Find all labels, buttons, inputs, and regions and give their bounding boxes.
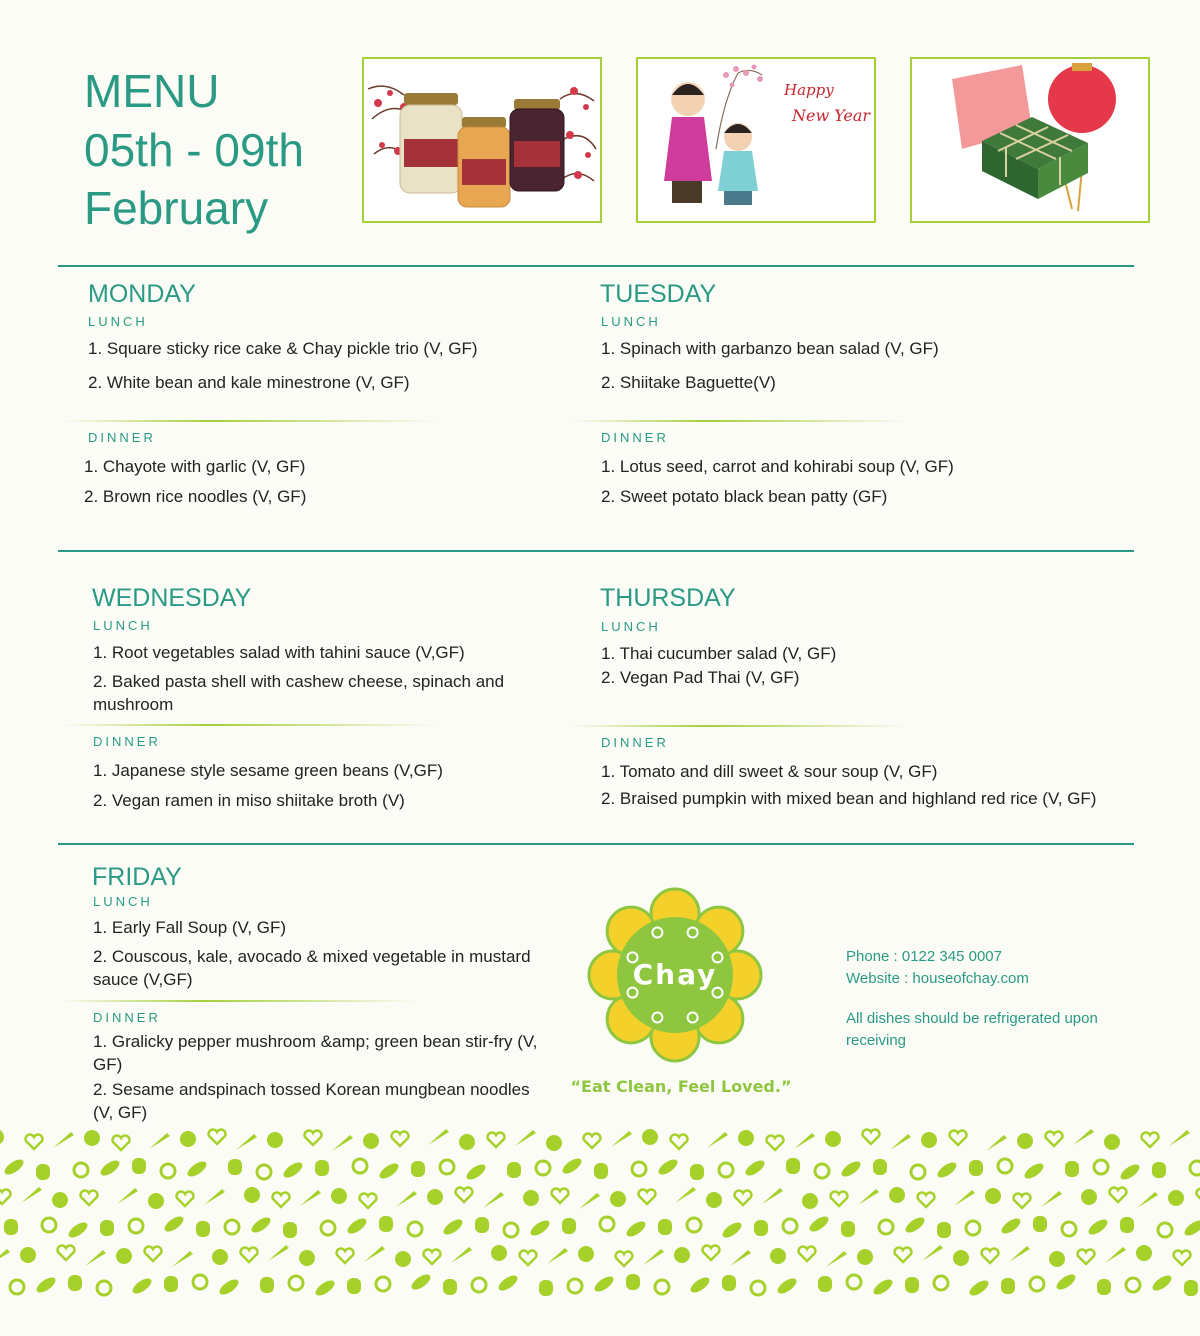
new-year-text: New Year — [792, 106, 871, 125]
vegetable-icon — [42, 1218, 56, 1232]
vegetable-icon — [953, 1250, 969, 1266]
vegetable-icon — [719, 1163, 733, 1177]
vegetable-icon — [967, 1278, 991, 1299]
menu-item: 1. Chayote with garlic (V, GF) — [84, 457, 306, 476]
menu-item: 2. Shiitake Baguette(V) — [601, 373, 776, 392]
vegetable-icon — [172, 1251, 193, 1267]
vegetable-icon — [236, 1134, 257, 1150]
vegetable-icon — [562, 1218, 576, 1234]
vegetable-icon — [594, 1163, 608, 1179]
dinner-label: DINNER — [93, 1010, 161, 1025]
vegetable-icon — [954, 1190, 975, 1206]
lunch-label: LUNCH — [601, 619, 661, 634]
vegetable-icon — [1182, 1218, 1200, 1239]
vegetable-icon — [690, 1164, 704, 1180]
meal-divider — [60, 724, 440, 726]
pickle-jars-photo — [362, 57, 602, 223]
vegetable-icon — [483, 1192, 504, 1208]
vegetable-icon — [515, 1130, 536, 1146]
vegetable-icon — [1041, 1191, 1062, 1207]
vegetable-icon — [969, 1160, 983, 1176]
vegetable-icon — [815, 1164, 829, 1178]
vegetable-icon — [982, 1249, 999, 1263]
vegetable-icon — [331, 1188, 347, 1204]
vegetable-icon — [950, 1131, 967, 1145]
vegetable-icon — [313, 1278, 337, 1299]
vegetable-icon — [1150, 1273, 1174, 1294]
vegetable-icon — [839, 1159, 863, 1180]
vegetable-icon — [1105, 1247, 1126, 1263]
vegetable-icon — [730, 1250, 751, 1266]
vegetable-icon — [408, 1222, 422, 1236]
vegetable-icon — [81, 1191, 98, 1205]
vegetable-icon — [536, 1161, 550, 1175]
vegetable-icon — [707, 1132, 728, 1148]
section-divider-3 — [58, 843, 1134, 845]
vegetable-icon — [244, 1187, 260, 1203]
vegetable-icon — [228, 1159, 242, 1175]
menu-item: 2. White bean and kale minestrone (V, GF) — [88, 373, 410, 392]
vegetable-icon — [1174, 1251, 1191, 1265]
vegetable-icon — [20, 1247, 36, 1263]
vegetable-icon — [658, 1219, 672, 1235]
menu-item: 2. Braised pumpkin with mixed bean and highland red rice (V, GF) — [601, 789, 1097, 808]
vegetable-icon — [260, 1277, 274, 1293]
vegetable-icon — [347, 1278, 361, 1294]
vegetable-icon — [1001, 1278, 1015, 1294]
vegetable-icon — [903, 1215, 927, 1236]
vegetable-icon — [1110, 1188, 1127, 1202]
vegetable-icon — [743, 1158, 767, 1179]
vegetable-icon — [66, 1220, 90, 1241]
vegetable-icon — [363, 1133, 379, 1149]
vegetable-icon — [546, 1135, 562, 1151]
vegetable-icon — [300, 1190, 321, 1206]
vegetable-icon — [539, 1280, 553, 1296]
vegetable-icon — [922, 1245, 943, 1261]
vegetable-icon — [1190, 1161, 1200, 1175]
vegetable-icon — [281, 1160, 305, 1181]
menu-item: 1. Lotus seed, carrot and kohirabi soup (V, GF) — [601, 457, 954, 476]
vegetable-icon — [754, 1220, 768, 1236]
menu-item: 2. Sesame andspinach tossed Korean mungbean noodles (V, GF) — [93, 1080, 530, 1122]
vegetable-icon — [85, 1250, 106, 1266]
vegetable-icon — [4, 1219, 18, 1235]
vegetable-icon — [217, 1277, 241, 1298]
vegetable-icon — [799, 1247, 816, 1261]
vegetable-icon — [879, 1220, 893, 1234]
vegetable-icon — [656, 1157, 680, 1178]
vegetable-icon — [74, 1163, 88, 1177]
vegetable-icon — [424, 1250, 441, 1264]
vegetable-icon — [600, 1217, 614, 1231]
vegetable-icon — [675, 1187, 696, 1203]
vegetable-icon — [934, 1276, 948, 1290]
happy-text: Happy — [784, 81, 834, 99]
vegetable-icon — [353, 1159, 367, 1173]
menu-item: 1. Tomato and dill sweet & sour soup (V, GF) — [601, 762, 938, 781]
menu-item: 2. Baked pasta shell with cashew cheese, spinach and mushroom — [93, 672, 505, 714]
dinner-label: DINNER — [93, 734, 161, 749]
vegetable-icon — [825, 1131, 841, 1147]
vegetable-icon — [273, 1193, 290, 1207]
vegetable-icon — [396, 1191, 417, 1207]
vegetable-icon — [68, 1275, 82, 1291]
meal-divider — [570, 725, 910, 727]
vegetable-icon — [966, 1221, 980, 1235]
vegetable-icon — [456, 1188, 473, 1202]
vegetable-icon — [459, 1134, 475, 1150]
meal-divider — [60, 1000, 420, 1002]
vegetable-icon — [116, 1248, 132, 1264]
brand-tagline: “Eat Clean, Feel Loved.” — [570, 1077, 792, 1096]
vegetable-icon — [209, 1130, 226, 1144]
vegetable-icon — [895, 1248, 912, 1262]
vegetable-icon — [257, 1165, 271, 1179]
vegetable-icon — [831, 1192, 848, 1206]
menu-item: 2. Vegan Pad Thai (V, GF) — [601, 668, 800, 687]
vegetable-icon — [392, 1132, 409, 1146]
vegetable-icon — [97, 1281, 111, 1295]
vegetable-icon — [642, 1129, 658, 1145]
vegetable-icon — [841, 1221, 855, 1237]
vegetable-icon — [794, 1133, 815, 1149]
vegetable-icon — [345, 1216, 369, 1237]
vegetable-icon — [225, 1220, 239, 1234]
vegetable-icon — [1030, 1277, 1044, 1291]
vegetable-icon — [117, 1188, 138, 1204]
vegetable-icon — [337, 1249, 354, 1263]
vegetable-icon — [212, 1249, 228, 1265]
day-heading-friday: FRIDAY — [92, 863, 182, 891]
vegetable-icon — [84, 1130, 100, 1146]
vegetable-icon — [21, 1187, 42, 1203]
phone-text: Phone : 0122 345 0007 — [846, 948, 1002, 965]
refrigeration-note: All dishes should be refrigerated upon receiving — [846, 1010, 1098, 1049]
vegetable-icon — [268, 1245, 289, 1261]
vegetable-icon — [671, 1135, 688, 1149]
vegetable-icon — [305, 1131, 322, 1145]
vegetable-icon — [332, 1135, 353, 1151]
vegetable-icon — [578, 1246, 594, 1262]
vegetable-icon — [579, 1193, 600, 1209]
menu-item: 1. Japanese style sesame green beans (V,GF) — [93, 761, 443, 780]
vegetable-icon — [360, 1194, 377, 1208]
vegetable-icon — [986, 1135, 1007, 1151]
vegetable-icon — [98, 1158, 122, 1179]
vegetable-icon — [379, 1216, 393, 1232]
vegetable-icon — [1094, 1160, 1108, 1174]
vegetable-icon — [496, 1273, 520, 1294]
vegetable-icon — [52, 1192, 68, 1208]
vegetable-icon — [616, 1252, 633, 1266]
vegetable-icon — [504, 1223, 518, 1237]
vegetable-icon — [185, 1159, 209, 1180]
vegetable-icon — [863, 1130, 880, 1144]
vegetable-icon — [998, 1159, 1012, 1173]
vegetable-icon — [1009, 1246, 1030, 1262]
vegetable-icon — [751, 1281, 765, 1295]
menu-item: 1. Early Fall Soup (V, GF) — [93, 918, 287, 937]
vegetable-icon — [871, 1277, 895, 1298]
vegetable-icon — [1033, 1216, 1047, 1232]
vegetable-icon — [890, 1134, 911, 1150]
vegetable-icon — [1120, 1217, 1134, 1233]
vegetable-icon — [1022, 1161, 1046, 1182]
lunch-label: LUNCH — [93, 618, 153, 633]
menu-item: 2. Sweet potato black bean patty (GF) — [601, 487, 888, 506]
vegetable-icon — [409, 1272, 433, 1293]
section-divider-1 — [58, 265, 1134, 267]
vegetable-icon — [267, 1132, 283, 1148]
vegetable-icon — [1078, 1250, 1095, 1264]
vegetable-icon — [177, 1192, 194, 1206]
vegetable-icon — [1104, 1134, 1120, 1150]
vegetable-icon — [921, 1132, 937, 1148]
vegetable-icon — [643, 1249, 664, 1265]
vegetable-icon — [592, 1274, 616, 1295]
vegetable-icon — [475, 1217, 489, 1233]
dinner-label: DINNER — [601, 735, 669, 750]
vegetable-icon — [738, 1130, 754, 1146]
vegetable-icon — [611, 1131, 632, 1147]
vegetable-icon — [1126, 1278, 1140, 1292]
vegetable-icon — [1142, 1133, 1159, 1147]
vegetable-icon — [428, 1129, 449, 1145]
vegetable-icon — [491, 1245, 507, 1261]
vegetable-icon — [523, 1190, 539, 1206]
vegetable-icon — [655, 1280, 669, 1294]
vegetable-icon — [1184, 1280, 1198, 1296]
vegetable-icon — [241, 1248, 258, 1262]
vegetable-icon — [196, 1221, 210, 1237]
vegetable-icon — [783, 1219, 797, 1233]
vegetable-icon — [1046, 1132, 1063, 1146]
vegetable-icon — [935, 1160, 959, 1181]
vegetable-icon — [1049, 1251, 1065, 1267]
vegetable-icon — [129, 1219, 143, 1233]
website-link[interactable]: Website : houseofchay.com — [846, 970, 1029, 987]
vegetable-icon — [807, 1214, 831, 1235]
vegetable-icon — [937, 1222, 951, 1238]
vegetable-icon — [149, 1133, 170, 1149]
menu-item: 1. Root vegetables salad with tahini sauce (V,GF) — [93, 643, 465, 662]
day-heading-tuesday: TUESDAY — [600, 280, 717, 308]
vegetable-icon — [161, 1164, 175, 1178]
menu-item: 1. Square sticky rice cake & Chay pickle trio (V, GF) — [88, 339, 478, 358]
vegetable-icon — [687, 1218, 701, 1232]
vegetable-icon — [786, 1158, 800, 1174]
vegetable-icon — [639, 1190, 656, 1204]
vegetable-icon — [193, 1275, 207, 1289]
vegetable-icon — [999, 1216, 1023, 1237]
vegetable-icon — [377, 1161, 401, 1182]
lunch-label: LUNCH — [601, 314, 661, 329]
menu-date-range: 05th - 09th — [84, 124, 304, 176]
vegetable-icon — [626, 1274, 640, 1290]
vegetable-icon — [113, 1136, 130, 1150]
vegetable-icon — [688, 1275, 712, 1296]
vegetable-icon — [53, 1132, 74, 1148]
vegetable-icon — [36, 1164, 50, 1180]
vegetable-icon — [1073, 1129, 1094, 1145]
vegetable-icon — [148, 1193, 164, 1209]
vegetable-icon — [1197, 1189, 1200, 1203]
menu-item: 1. Thai cucumber salad (V, GF) — [601, 644, 837, 663]
vegetable-icon — [873, 1159, 887, 1175]
vegetable-icon — [507, 1162, 521, 1178]
menu-item: 2. Vegan ramen in miso shiitake broth (V) — [93, 791, 405, 810]
vegetable-icon — [464, 1162, 488, 1183]
sticky-rice-cake-photo — [910, 57, 1150, 223]
vegetable-icon — [735, 1191, 752, 1205]
vegetable-icon — [0, 1129, 4, 1145]
vegetable-icon — [451, 1247, 472, 1263]
vegetable-icon — [1158, 1223, 1172, 1237]
lunch-label: LUNCH — [93, 894, 153, 909]
menu-title: MENU — [84, 65, 220, 117]
vegetable-icon — [395, 1251, 411, 1267]
menu-month: February — [84, 182, 269, 234]
vegetable-icon — [1152, 1162, 1166, 1178]
vegetable-icon — [547, 1248, 568, 1264]
dinner-label: DINNER — [88, 430, 156, 445]
vegetable-icon — [10, 1280, 24, 1294]
vegetable-icon — [762, 1188, 783, 1204]
vegetable-icon — [58, 1246, 75, 1260]
vegetable-icon — [1017, 1133, 1033, 1149]
vegetable-icon — [905, 1277, 919, 1293]
menu-item: 2. Brown rice noodles (V, GF) — [84, 487, 307, 506]
vegetable-icon — [289, 1276, 303, 1290]
vegetable-icon — [722, 1275, 736, 1291]
vegetable-icon — [0, 1190, 10, 1204]
vegetable-icon — [918, 1193, 935, 1207]
vegetable-icon — [802, 1193, 818, 1209]
vegetable-icon — [1065, 1161, 1079, 1177]
vegetable-icon — [145, 1247, 162, 1261]
menu-item: 1. Spinach with garbanzo bean salad (V, GF) — [601, 339, 939, 358]
vegetable-icon — [283, 1222, 297, 1238]
vegetable-pattern-banner — [0, 1128, 1200, 1303]
vegetable-icon — [488, 1133, 505, 1147]
vegetable-icon — [770, 1248, 786, 1264]
chay-logo — [584, 884, 766, 1066]
vegetable-icon — [100, 1220, 114, 1236]
vegetable-icon — [858, 1189, 879, 1205]
vegetable-icon — [552, 1189, 569, 1203]
vegetable-icon — [132, 1158, 146, 1174]
meal-divider — [570, 420, 910, 422]
vegetable-icon — [2, 1157, 26, 1178]
vegetable-icon — [703, 1246, 720, 1260]
lunch-label: LUNCH — [88, 314, 148, 329]
vegetable-icon — [985, 1188, 1001, 1204]
day-heading-thursday: THURSDAY — [600, 584, 736, 612]
vegetable-icon — [440, 1160, 454, 1174]
new-year-card-photo — [636, 57, 876, 223]
vegetable-icon — [1081, 1189, 1097, 1205]
vegetable-icon — [364, 1246, 385, 1262]
vegetable-icon — [443, 1279, 457, 1295]
vegetable-icon — [1118, 1162, 1142, 1183]
vegetable-icon — [376, 1277, 390, 1291]
vegetable-icon — [857, 1249, 873, 1265]
vegetable-icon — [1168, 1190, 1184, 1206]
vegetable-icon — [249, 1215, 273, 1236]
vegetable-icon — [299, 1250, 315, 1266]
vegetable-icon — [767, 1136, 784, 1150]
vegetable-icon — [560, 1156, 584, 1177]
vegetable-icon — [204, 1189, 225, 1205]
day-heading-wednesday: WEDNESDAY — [92, 584, 252, 612]
vegetable-icon — [610, 1191, 626, 1207]
vegetable-icon — [0, 1249, 10, 1265]
vegetable-icon — [472, 1278, 486, 1292]
vegetable-icon — [826, 1251, 847, 1267]
vegetable-icon — [528, 1218, 552, 1239]
vegetable-icon — [1014, 1194, 1031, 1208]
vegetable-icon — [1062, 1222, 1076, 1236]
vegetable-icon — [34, 1275, 58, 1296]
vegetable-icon — [26, 1135, 43, 1149]
vegetable-icon — [315, 1160, 329, 1176]
vegetable-icon — [180, 1131, 196, 1147]
vegetable-icon — [1097, 1279, 1111, 1295]
vegetable-icon — [889, 1187, 905, 1203]
dinner-label: DINNER — [601, 430, 669, 445]
vegetable-icon — [1086, 1217, 1110, 1238]
menu-item: 2. Couscous, kale, avocado & mixed vegetable in mustard sauce (V,GF) — [93, 947, 531, 989]
menu-item: 1. Gralicky pepper mushroom &amp; green bean stir-fry (V, GF) — [93, 1032, 538, 1074]
vegetable-icon — [775, 1276, 799, 1297]
vegetable-icon — [584, 1134, 601, 1148]
section-divider-2 — [58, 550, 1134, 552]
vegetable-icon — [720, 1220, 744, 1241]
vegetable-icon — [162, 1214, 186, 1235]
vegetable-icon — [632, 1162, 646, 1176]
vegetable-icon — [427, 1189, 443, 1205]
vegetable-icon — [911, 1165, 925, 1179]
vegetable-icon — [1137, 1192, 1158, 1208]
vegetable-icon — [441, 1217, 465, 1238]
vegetable-icon — [568, 1279, 582, 1293]
vegetable-icon — [520, 1251, 537, 1265]
vegetable-icon — [1054, 1272, 1078, 1293]
vegetable-icon — [674, 1247, 690, 1263]
vegetable-icon — [624, 1219, 648, 1240]
vegetable-icon — [164, 1276, 178, 1292]
vegetable-icon — [706, 1192, 722, 1208]
vegetable-icon — [847, 1275, 861, 1289]
day-heading-monday: MONDAY — [88, 280, 196, 308]
vegetable-icon — [321, 1221, 335, 1235]
meal-divider — [60, 420, 440, 422]
vegetable-icon — [1169, 1130, 1190, 1146]
logo-text: Chay — [632, 958, 718, 991]
vegetable-icon — [411, 1161, 425, 1177]
vegetable-icon — [818, 1276, 832, 1292]
vegetable-icon — [130, 1276, 154, 1297]
vegetable-icon — [1136, 1245, 1152, 1261]
